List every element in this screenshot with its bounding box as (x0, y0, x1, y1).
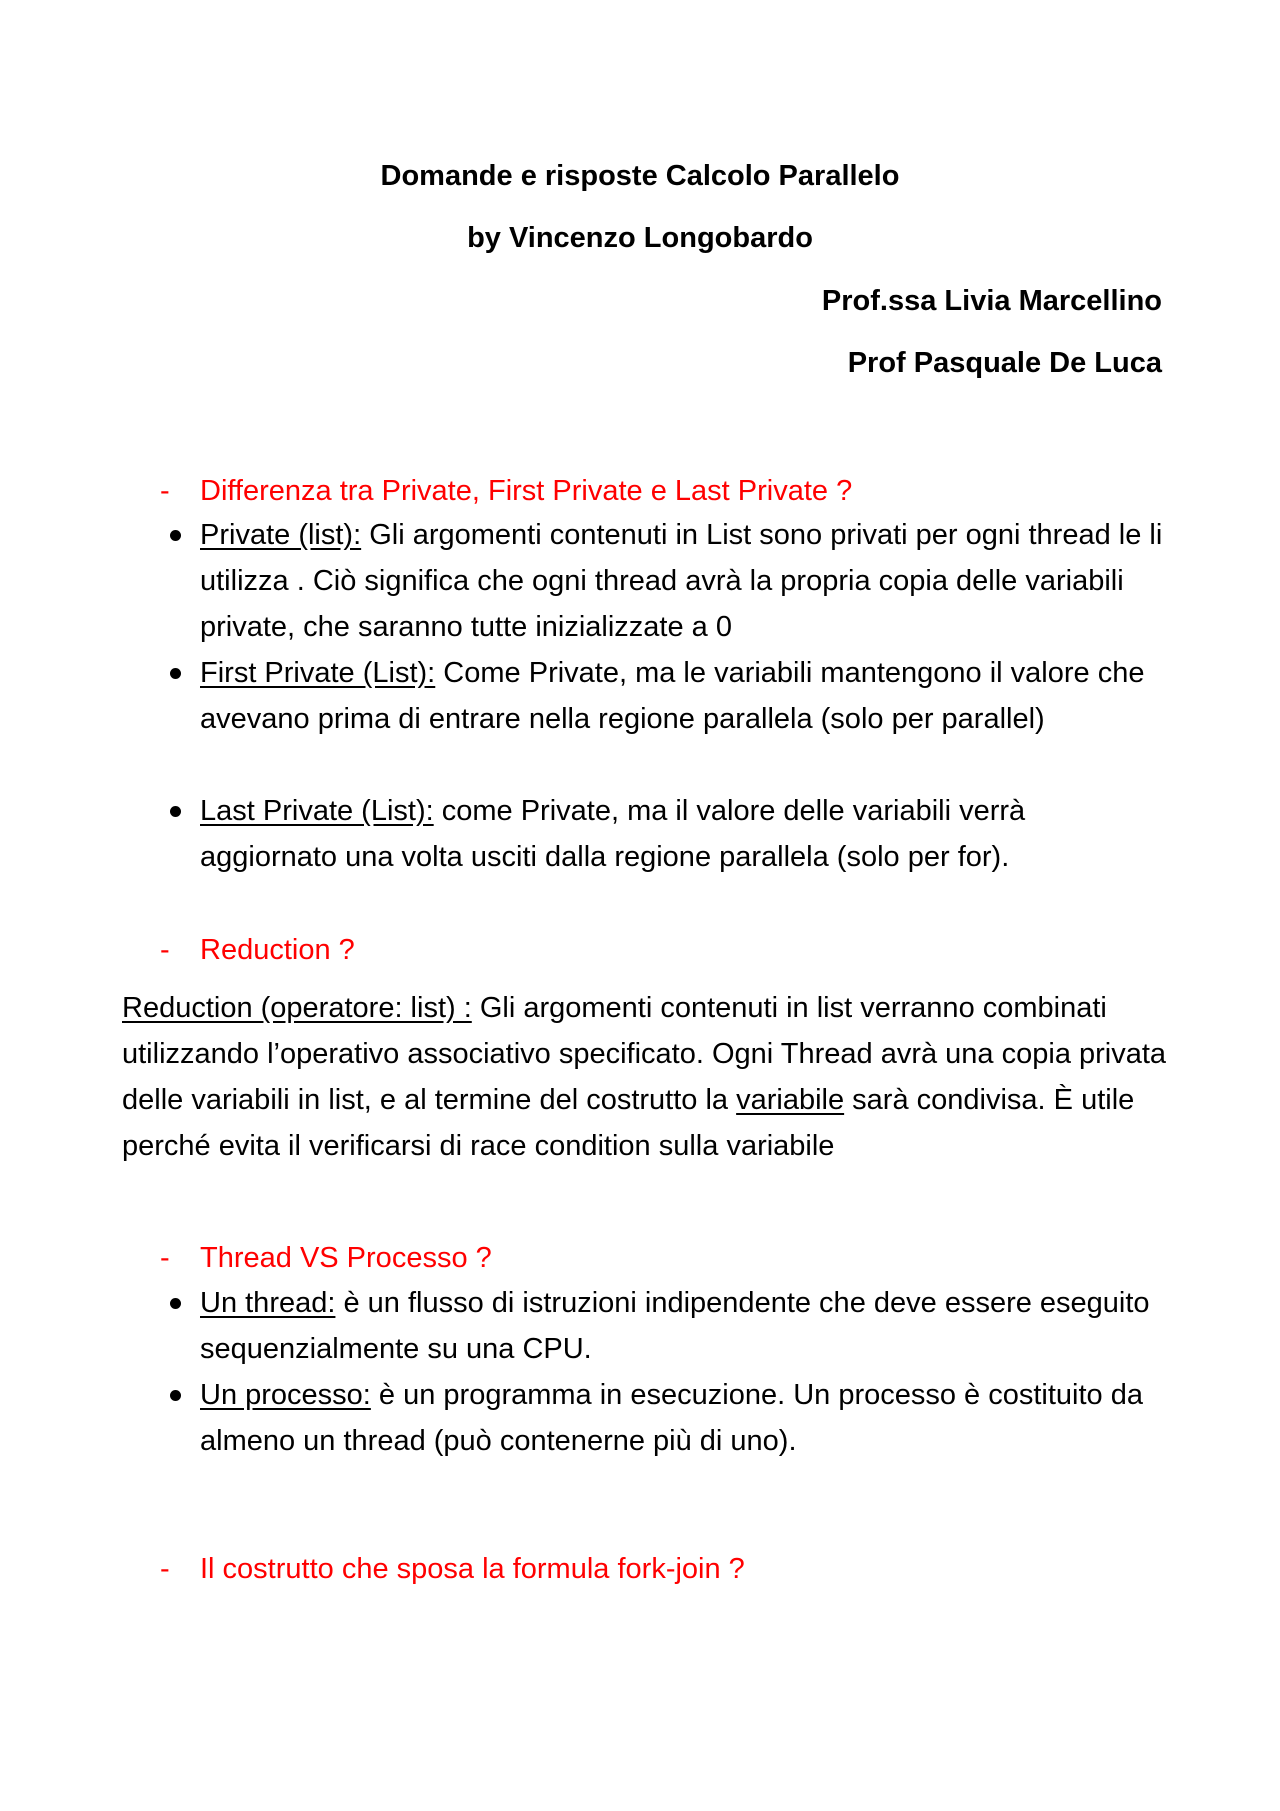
item-text: è un flusso di istruzioni indipendente che deve essere eseguito sequenzialmente su una CPU. (200, 1287, 1150, 1365)
reduction-text-b: sarà condivisa. È utile perché evita il verificarsi di race condition sulla variabile (122, 1084, 1135, 1162)
bullet-dot-icon (170, 1390, 181, 1401)
question-text: Il costrutto che sposa la formula fork-join ? (200, 1553, 745, 1585)
reduction-underlined-word: variabile (736, 1084, 845, 1116)
document-title: Domande e risposte Calcolo Parallelo (380, 160, 900, 192)
bullet-dot-icon (170, 668, 181, 679)
item-term: Last Private (List): (200, 795, 434, 827)
reduction-paragraph (122, 985, 1172, 1169)
dash-marker: - (160, 1242, 170, 1274)
bullet-item-process (200, 1372, 1170, 1464)
item-text: Come Private, ma le variabili mantengono il valore che avevano prima di entrare nella regione parallela (solo per parallel) (200, 657, 1145, 735)
item-text: come Private, ma il valore delle variabili verrà aggiornato una volta usciti dalla regione parallela (solo per for). (200, 795, 1026, 873)
question-text: Thread VS Processo ? (200, 1242, 492, 1274)
reduction-term: Reduction (operatore: list) : (122, 992, 472, 1024)
question-text: Reduction ? (200, 934, 355, 966)
document-author: by Vincenzo Longobardo (467, 222, 813, 254)
bullet-item-first-private (200, 650, 1170, 742)
professor-name: Prof Pasquale De Luca (847, 347, 1162, 379)
bullet-dot-icon (170, 806, 181, 817)
bullet-item-private (200, 512, 1170, 650)
bullet-item-thread (200, 1280, 1170, 1372)
question-text: Differenza tra Private, First Private e Last Private ? (200, 475, 853, 507)
item-term: Private (list): (200, 519, 362, 551)
professor-name: Prof.ssa Livia Marcellino (821, 285, 1162, 317)
dash-marker: - (160, 475, 170, 507)
bullet-dot-icon (170, 1298, 181, 1309)
item-text: Gli argomenti contenuti in List sono privati per ogni thread le li utilizza . Ciò significa che ogni thread avrà la propria copia delle variabili private, che saranno tutte inizializzate a 0 (200, 519, 1163, 643)
item-text: è un programma in esecuzione. Un processo è costituito da almeno un thread (può contenerne più di uno). (200, 1379, 1143, 1457)
dash-marker: - (160, 934, 170, 966)
item-term: Un processo: (200, 1379, 371, 1411)
bullet-dot-icon (170, 530, 181, 541)
item-term: Un thread: (200, 1287, 336, 1319)
dash-marker: - (160, 1553, 170, 1585)
bullet-item-last-private (200, 788, 1170, 880)
reduction-text-a: Gli argomenti contenuti in list verranno combinati utilizzando l’operativo associativo specificato. Ogni Thread avrà una copia privata delle variabili in list, e al termine del costrutto la (122, 992, 1167, 1116)
item-term: First Private (List): (200, 657, 436, 689)
